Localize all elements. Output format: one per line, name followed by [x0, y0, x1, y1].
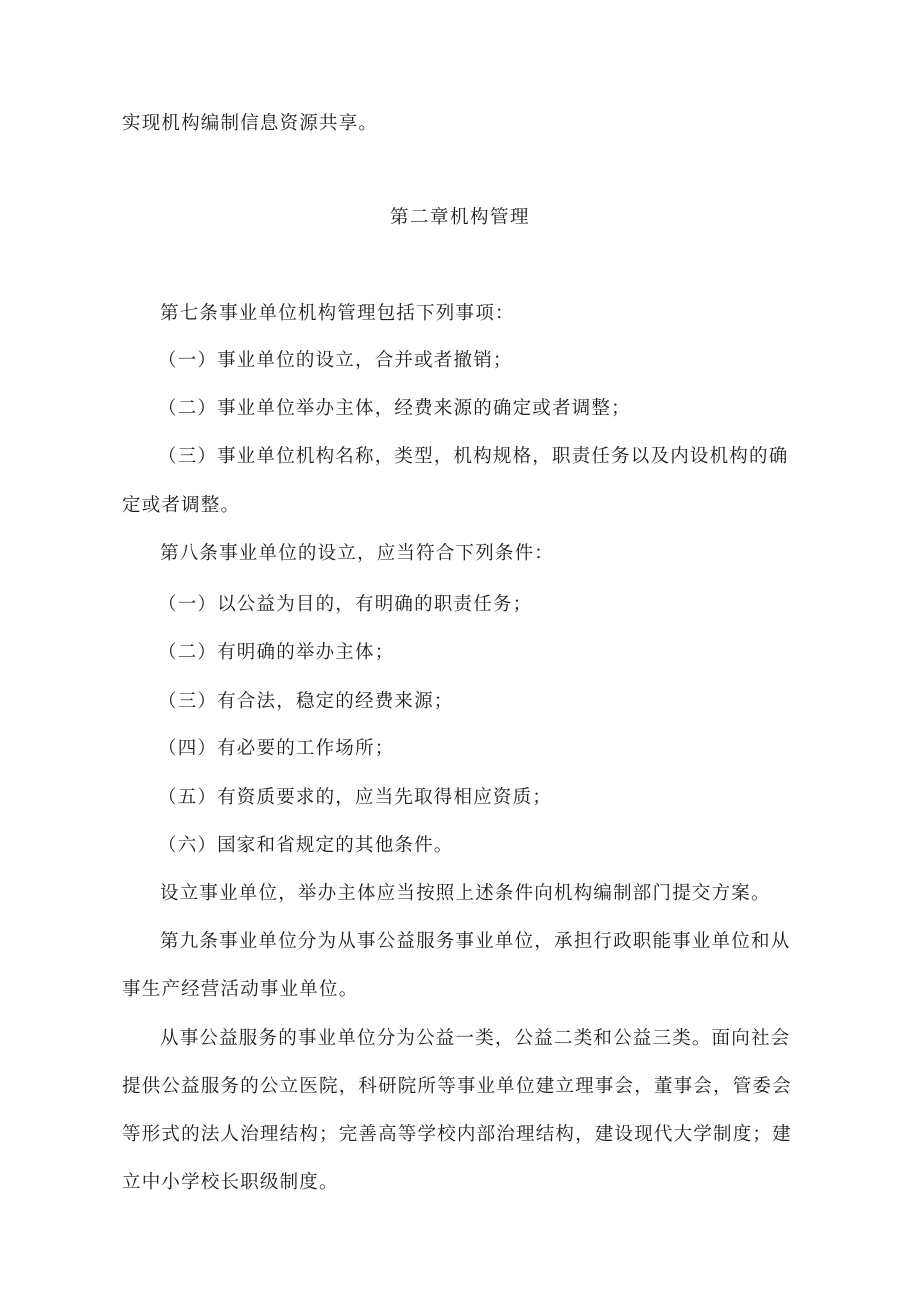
article-9-title: 第九条事业单位分为从事公益服务事业单位，承担行政职能事业单位和从 [160, 931, 791, 952]
article-8-note: 设立事业单位，举办主体应当按照上述条件向机构编制部门提交方案。 [160, 883, 771, 904]
article-8-item-6: （六）国家和省规定的其他条件。 [158, 835, 454, 856]
article-8-item-3: （三）有合法，稳定的经费来源； [158, 691, 454, 712]
article-7-item-1: （一）事业单位的设立，合并或者撤销； [158, 350, 513, 371]
article-8-title: 第八条事业单位的设立，应当符合下列条件： [160, 543, 555, 564]
public-service-paragraph-line-4: 立中小学校长职级制度。 [122, 1172, 339, 1193]
article-8-item-2: （二）有明确的举办主体； [158, 642, 395, 663]
article-7-item-3-cont: 定或者调整。 [122, 495, 241, 516]
article-8-item-4: （四）有必要的工作场所； [158, 738, 395, 759]
public-service-paragraph-line-3: 等形式的法人治理结构；完善高等学校内部治理结构，建设现代大学制度；建 [122, 1124, 792, 1145]
paragraph-continuation: 实现机构编制信息资源共享。 [122, 113, 379, 134]
article-7-title: 第七条事业单位机构管理包括下列事项： [160, 303, 515, 324]
article-7-item-3: （三）事业单位机构名称，类型，机构规格，职责任务以及内设机构的确 [158, 446, 789, 467]
public-service-paragraph-line-2: 提供公益服务的公立医院，科研院所等事业单位建立理事会，董事会，管委会 [122, 1076, 792, 1097]
article-8-item-1: （一）以公益为目的，有明确的职责任务； [158, 594, 533, 615]
article-9-cont: 事生产经营活动事业单位。 [122, 979, 359, 1000]
public-service-paragraph: 从事公益服务的事业单位分为公益一类，公益二类和公益三类。面向社会 [160, 1028, 791, 1049]
chapter-heading: 第二章机构管理 [389, 207, 530, 228]
article-8-item-5: （五）有资质要求的，应当先取得相应资质； [158, 787, 553, 808]
article-7-item-2: （二）事业单位举办主体，经费来源的确定或者调整； [158, 398, 631, 419]
